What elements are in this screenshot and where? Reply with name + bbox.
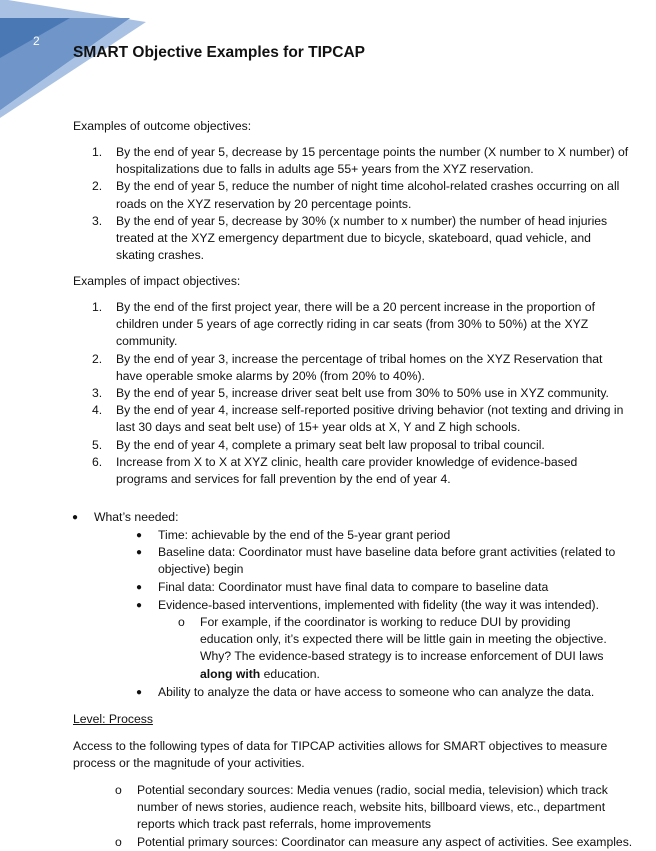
primary-sources: o Potential primary sources: Coordinator can measure any aspect of activities. See examples. bbox=[115, 835, 633, 849]
list-item: 2. By the end of year 5, reduce the number of night time alcohol-related crashes occurring on all roads on the XYZ reservation by 20 percentage points. bbox=[92, 179, 620, 211]
needed-bullet: ● What’s needed: bbox=[72, 510, 179, 524]
outcome-list bbox=[92, 144, 632, 264]
baseline-bullet: ● Baseline data: Coordinator must have baseline data before grant activities (related to objective) begin bbox=[136, 545, 616, 577]
list-item: 4. By the end of year 4, increase self-reported positive driving behavior (not texting and driving in last 30 days and seat belt use) of 15+ year olds at X, Y and Z high schools. bbox=[92, 403, 624, 435]
level-heading: Level: Process bbox=[73, 712, 153, 726]
analyze-bullet: ● Ability to analyze the data or have access to someone who can analyze the data. bbox=[136, 685, 595, 699]
page-title: SMART Objective Examples for TIPCAP bbox=[73, 44, 365, 61]
list-item: 3. By the end of year 5, increase driver seat belt use from 30% to 50% use in XYZ community. bbox=[92, 386, 609, 401]
example-subbullet: o For example, if the coordinator is working to reduce DUI by providing education only, it’s expected there will be little gain in meeting the objective. Why? The evidence-based strategy is to increase enforcement of DUI laws along with education. bbox=[178, 615, 607, 681]
outcome-intro: Examples of outcome objectives: bbox=[73, 119, 252, 133]
list-item: 2. By the end of year 3, increase the percentage of tribal homes on the XYZ Reservation that have operable smoke alarms by 20% (from 20% to 40%). bbox=[92, 351, 603, 383]
impact-list bbox=[92, 299, 632, 488]
list-item: 1. By the end of the first project year, there will be a 20 percent increase in the proportion of children under 5 years of age correctly riding in car seats (from 30% to 50%) at the XYZ community. bbox=[92, 300, 595, 349]
final-bullet: ● Final data: Coordinator must have final data to compare to baseline data bbox=[136, 580, 549, 594]
level-intro: Access to the following types of data for TIPCAP activities allows for SMART objectives to measure process or the magnitude of your activities. bbox=[73, 739, 608, 771]
time-bullet: ● Time: achievable by the end of the 5-year grant period bbox=[136, 528, 451, 542]
secondary-sources: o Potential secondary sources: Media venues (radio, social media, television) which track number of news stories, audience reach, website hits, billboard views, etc., department reports which track past referrals, home improvements bbox=[115, 783, 608, 832]
list-item: 6. Increase from X to X at XYZ clinic, health care provider knowledge of evidence-based programs and services for fall prevention by the end of year 4. bbox=[92, 454, 578, 487]
impact-intro: Examples of impact objectives: bbox=[73, 274, 241, 288]
page-number: 2 bbox=[33, 34, 40, 48]
list-item: 3. By the end of year 5, decrease by 30% (x number to x number) the number of head injuries treated at the XYZ emergency department due to bicycle, skateboard, quad vehicle, and skating crashes. bbox=[92, 213, 608, 263]
list-item: 1. By the end of year 5, decrease by 15 percentage points the number (X number to X number) of hospitalizations due to falls in adults age 55+ years from the XYZ reservation. bbox=[92, 145, 629, 177]
list-item: 5. By the end of year 4, complete a primary seat belt law proposal to tribal council. bbox=[92, 437, 545, 452]
evidence-bullet: ● Evidence-based interventions, implemented with fidelity (the way it was intended). bbox=[136, 598, 600, 612]
